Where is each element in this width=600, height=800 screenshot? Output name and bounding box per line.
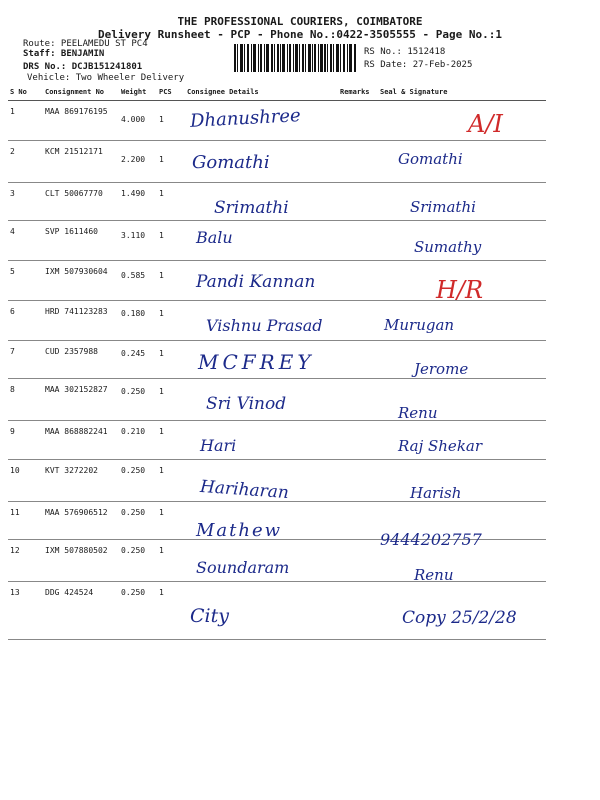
consignee-handwriting: Vishnu Prasad	[206, 316, 323, 335]
table-header-row	[8, 86, 546, 101]
weight-cell: 0.250	[119, 502, 157, 540]
receiver-signature: 9444202757	[380, 530, 482, 549]
consignee-handwriting: Pandi Kannan	[196, 272, 316, 292]
pcs-cell: 1	[157, 301, 185, 341]
weight-cell: 0.210	[119, 421, 157, 460]
weight-cell: 0.250	[119, 460, 157, 502]
pcs-cell: 1	[157, 101, 185, 141]
sno-cell: 4	[8, 221, 43, 261]
consignee-handwriting: Balu	[196, 228, 233, 247]
col-weight: Weight	[119, 86, 157, 101]
col-remarks: Remarks	[338, 86, 378, 101]
consignment-cell: MAA 869176195	[43, 101, 119, 141]
drs-number: DRS No.: DCJB151241801	[23, 62, 143, 72]
weight-cell: 4.000	[119, 101, 157, 141]
receiver-signature: Sumathy	[414, 238, 482, 256]
pcs-cell: 1	[157, 141, 185, 183]
consignee-handwriting: Mathew	[196, 520, 283, 541]
pcs-cell: 1	[157, 421, 185, 460]
receiver-signature: Harish	[410, 484, 462, 502]
consignee-handwriting: Soundaram	[196, 558, 290, 577]
table-row	[8, 141, 546, 183]
col-pcs: PCS	[157, 86, 185, 101]
consignee-handwriting: Hariharan	[199, 476, 290, 504]
receiver-signature: Srimathi	[410, 198, 476, 216]
receiver-signature: Jerome	[414, 360, 469, 378]
pcs-cell: 1	[157, 341, 185, 379]
receiver-signature: Gomathi	[398, 150, 463, 168]
col-consignee: Consignee Details	[185, 86, 338, 101]
consignment-cell: CLT 50067770	[43, 183, 119, 221]
weight-cell: 0.250	[119, 540, 157, 582]
consignment-cell: IXM 507930604	[43, 261, 119, 301]
weight-cell: 0.245	[119, 341, 157, 379]
receiver-signature: Renu	[414, 566, 454, 584]
consignment-cell: MAA 302152827	[43, 379, 119, 421]
pcs-cell: 1	[157, 502, 185, 540]
vehicle-label: Vehicle: Two Wheeler Delivery	[27, 73, 185, 83]
runsheet-subtitle: Delivery Runsheet - PCP - Phone No.:0422-3505555 - Page No.:1	[98, 28, 502, 41]
consignee-handwriting: Gomathi	[192, 152, 270, 173]
consignee-handwriting: City	[190, 605, 229, 627]
consignee-handwriting: Sri Vinod	[206, 394, 287, 414]
rs-number: RS No.: 1512418	[364, 47, 446, 57]
receiver-signature: Murugan	[384, 316, 455, 334]
col-sno: S No	[8, 86, 43, 101]
consignment-cell: HRD 741123283	[43, 301, 119, 341]
receiver-signature: Raj Shekar	[398, 437, 483, 455]
consignee-handwriting: Dhanushree	[189, 105, 302, 132]
consignment-cell: SVP 1611460	[43, 221, 119, 261]
sno-cell: 7	[8, 341, 43, 379]
sno-cell: 11	[8, 502, 43, 540]
sno-cell: 2	[8, 141, 43, 183]
pcs-cell: 1	[157, 582, 185, 640]
weight-cell: 1.490	[119, 183, 157, 221]
consignment-cell: MAA 868882241	[43, 421, 119, 460]
receiver-signature: Copy 25/2/28	[402, 608, 517, 628]
consignment-cell: DDG 424524	[43, 582, 119, 640]
weight-cell: 2.200	[119, 141, 157, 183]
receiver-signature: Renu	[398, 404, 438, 422]
sno-cell: 1	[8, 101, 43, 141]
sno-cell: 8	[8, 379, 43, 421]
pcs-cell: 1	[157, 261, 185, 301]
rs-date: RS Date: 27-Feb-2025	[364, 60, 473, 70]
consignment-cell: CUD 2357988	[43, 341, 119, 379]
weight-cell: 0.250	[119, 582, 157, 640]
remark-stamp: H/R	[436, 276, 484, 304]
company-title: THE PROFESSIONAL COURIERS, COIMBATORE	[177, 15, 423, 28]
weight-cell: 3.110	[119, 221, 157, 261]
barcode	[234, 44, 356, 72]
consignee-handwriting: MCFREY	[198, 350, 315, 374]
weight-cell: 0.250	[119, 379, 157, 421]
weight-cell: 0.180	[119, 301, 157, 341]
sno-cell: 9	[8, 421, 43, 460]
remark-stamp: A/I	[468, 110, 503, 138]
route-label: Route: PEELAMEDU ST PC4	[23, 39, 148, 49]
col-consignment: Consignment No	[43, 86, 119, 101]
sno-cell: 3	[8, 183, 43, 221]
sno-cell: 13	[8, 582, 43, 640]
consignee-handwriting: Hari	[200, 436, 237, 455]
col-seal-signature: Seal & Signature	[378, 86, 546, 101]
pcs-cell: 1	[157, 460, 185, 502]
weight-cell: 0.585	[119, 261, 157, 301]
pcs-cell: 1	[157, 379, 185, 421]
pcs-cell: 1	[157, 183, 185, 221]
sno-cell: 10	[8, 460, 43, 502]
consignment-cell: KCM 21512171	[43, 141, 119, 183]
staff-label: Staff: BENJAMIN	[23, 49, 105, 59]
pcs-cell: 1	[157, 221, 185, 261]
pcs-cell: 1	[157, 540, 185, 582]
consignment-cell: IXM 507880502	[43, 540, 119, 582]
consignee-handwriting: Srimathi	[214, 198, 289, 218]
consignment-cell: KVT 3272202	[43, 460, 119, 502]
sno-cell: 12	[8, 540, 43, 582]
sno-cell: 5	[8, 261, 43, 301]
consignment-cell: MAA 576906512	[43, 502, 119, 540]
sno-cell: 6	[8, 301, 43, 341]
